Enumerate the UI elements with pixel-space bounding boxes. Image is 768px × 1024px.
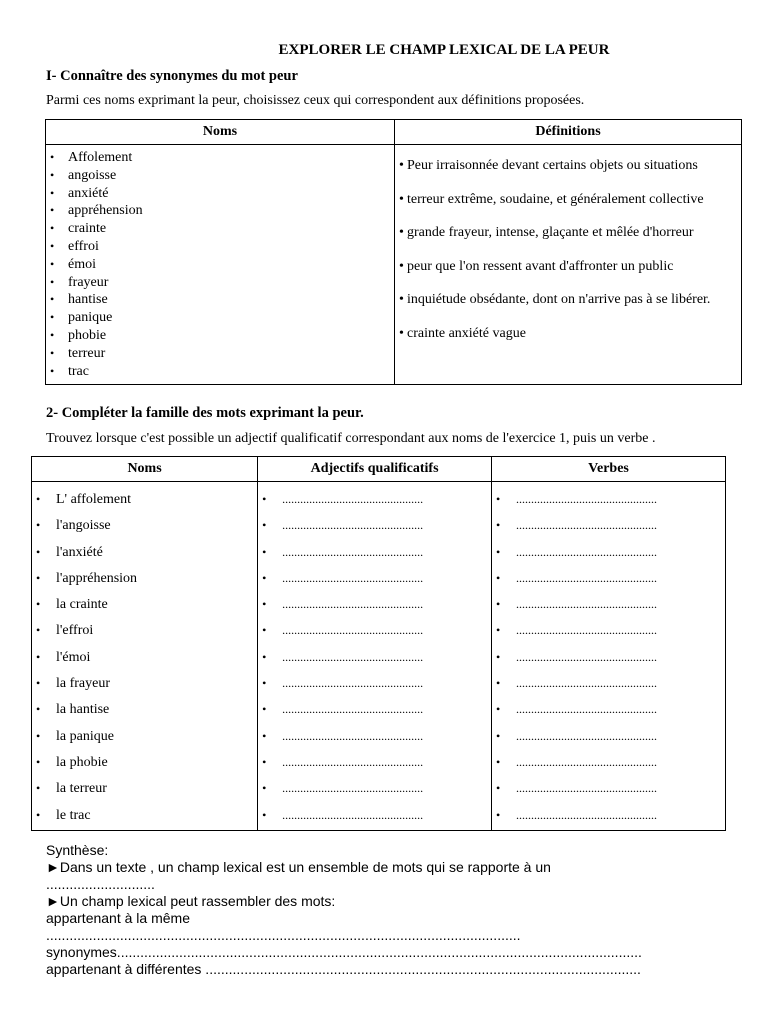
family-nom: la phobie <box>56 754 108 770</box>
family-nom-row <box>32 802 257 828</box>
adjectif-blank-row <box>258 644 491 670</box>
bullet-icon: • <box>50 274 55 289</box>
definition-text: Peur irraisonnée devant certains objets ou situations <box>407 158 698 173</box>
bullet-icon: • <box>262 518 267 533</box>
adjectif-blank-row <box>258 565 491 591</box>
bullet-icon: • <box>262 728 267 743</box>
definition-item <box>399 291 737 308</box>
nom-text: hantise <box>68 292 108 308</box>
family-nom: la frayeur <box>56 676 111 692</box>
bullet-icon: • <box>399 191 404 207</box>
adjectif-blank-row <box>258 775 491 801</box>
adjectif-blank[interactable]: ............................................... <box>282 570 424 585</box>
adjectif-blank[interactable]: ............................................... <box>282 492 424 506</box>
nom-text: terreur <box>68 345 106 361</box>
bullet-icon: • <box>496 492 501 506</box>
nom-text: effroi <box>68 238 99 254</box>
bullet-icon: • <box>496 597 501 612</box>
nom-text: phobie <box>68 327 107 343</box>
bullet-icon: • <box>262 544 267 559</box>
bullet-icon: • <box>496 702 501 717</box>
adjectif-blank[interactable]: ............................................... <box>282 597 424 612</box>
definition-item <box>399 191 737 208</box>
verbe-blank-row <box>492 512 725 538</box>
synthese-blank[interactable]: .......................................................................................................................... <box>46 927 521 943</box>
col-adjectifs-header: Adjectifs qualificatifs <box>258 457 492 482</box>
synthese-line[interactable]: synonymes....................................................................................................................................... <box>46 944 642 960</box>
verbe-blank[interactable]: ............................................... <box>516 728 658 743</box>
bullet-icon: • <box>36 781 41 796</box>
verbe-blank-row <box>492 696 725 722</box>
bullet-icon: • <box>399 225 404 240</box>
nom-text: anxiété <box>68 185 109 201</box>
list-item <box>50 363 394 381</box>
bullet-icon: • <box>496 781 501 796</box>
verbe-blank-row <box>492 565 725 591</box>
definition-text: peur que l'on ressent avant d'affronter un public <box>407 258 674 274</box>
verbe-blank-row <box>492 591 725 617</box>
verbe-blank[interactable]: ............................................... <box>516 492 658 506</box>
family-nom-row <box>32 644 257 670</box>
definition-text: terreur extrême, soudaine, et généralement collective <box>407 191 704 207</box>
family-nom-row <box>32 775 257 801</box>
col-noms-header: Noms <box>46 120 395 145</box>
list-item <box>50 238 394 256</box>
family-nom: la terreur <box>56 781 107 797</box>
family-nom-row <box>32 565 257 591</box>
bullet-icon: • <box>262 597 267 612</box>
section1-heading: I- Connaître des synonymes du mot peur <box>46 68 298 84</box>
bullet-icon: • <box>36 597 41 612</box>
bullet-icon: • <box>36 518 41 533</box>
definition-item <box>399 258 737 275</box>
adjectif-blank[interactable]: ............................................... <box>282 676 424 691</box>
nom-text: crainte <box>68 221 107 237</box>
verbe-blank[interactable]: ............................................... <box>516 649 658 664</box>
bullet-icon: • <box>36 570 41 585</box>
bullet-icon: • <box>496 807 501 822</box>
bullet-icon: • <box>50 238 55 253</box>
bullet-icon: • <box>262 807 267 822</box>
nom-text: émoi <box>68 256 96 272</box>
synthese-line: appartenant à la même <box>46 910 190 926</box>
bullet-icon: • <box>50 327 55 342</box>
nom-text: Affolement <box>68 150 133 165</box>
adjectif-blank[interactable]: ............................................... <box>282 728 424 743</box>
bullet-icon: • <box>50 221 55 236</box>
adjectif-blank[interactable]: ............................................... <box>282 649 424 664</box>
bullet-icon: • <box>36 623 41 638</box>
definition-text: crainte anxiété vague <box>407 325 526 341</box>
nom-text: appréhension <box>68 203 143 219</box>
section2-instruction: Trouvez lorsque c'est possible un adjectif qualificatif correspondant aux noms de l'exercice 1, puis un verbe . <box>46 431 656 446</box>
verbe-blank[interactable]: ............................................... <box>516 518 658 533</box>
family-nom-row <box>32 591 257 617</box>
verbe-blank[interactable]: ............................................... <box>516 754 658 769</box>
bullet-icon: • <box>50 363 55 378</box>
bullet-icon: • <box>262 676 267 691</box>
adjectif-blank-row <box>258 749 491 775</box>
adjectif-blank[interactable]: ............................................... <box>282 702 424 717</box>
verbe-blank[interactable]: ............................................... <box>516 781 658 796</box>
verbe-blank[interactable]: ............................................... <box>516 597 658 612</box>
verbe-blank[interactable]: ............................................... <box>516 702 658 717</box>
list-item <box>50 291 394 309</box>
verbe-blank[interactable]: ............................................... <box>516 807 658 822</box>
verbe-blank[interactable]: ............................................... <box>516 623 658 638</box>
family-noms-cell <box>32 482 258 831</box>
adjectif-blank[interactable]: ............................................... <box>282 807 424 822</box>
list-item <box>50 167 394 185</box>
nom-text: trac <box>68 363 89 379</box>
synthese-blank[interactable]: ............................ <box>46 876 155 892</box>
verbe-blank-row <box>492 670 725 696</box>
definition-text: inquiétude obsédante, dont on n'arrive pas à se libérer. <box>407 292 711 307</box>
bullet-icon: • <box>262 754 267 769</box>
verbes-cell <box>492 482 726 831</box>
bullet-icon: • <box>50 345 55 360</box>
adjectif-blank[interactable]: ............................................... <box>282 754 424 769</box>
bullet-icon: • <box>496 754 501 769</box>
list-item <box>50 327 394 345</box>
adjectif-blank-row <box>258 512 491 538</box>
bullet-icon: • <box>262 623 267 638</box>
bullet-icon: • <box>50 203 55 218</box>
family-nom: l'effroi <box>56 623 94 639</box>
bullet-icon: • <box>496 623 501 638</box>
family-nom: la crainte <box>56 597 108 613</box>
bullet-icon: • <box>496 728 501 743</box>
verbe-blank[interactable]: ............................................... <box>516 676 658 691</box>
noms-list <box>46 149 394 380</box>
nom-text: frayeur <box>68 274 109 290</box>
synthese-label: Synthèse: <box>46 842 109 858</box>
bullet-icon: • <box>262 492 267 506</box>
family-nom-row <box>32 670 257 696</box>
list-item <box>50 274 394 292</box>
bullet-icon: • <box>50 185 55 200</box>
bullet-icon: • <box>496 570 501 585</box>
family-nom: la hantise <box>56 702 110 718</box>
family-nom: l'appréhension <box>56 570 138 586</box>
adjectif-blank-row <box>258 617 491 643</box>
list-item <box>50 256 394 274</box>
bullet-icon: • <box>50 150 55 164</box>
bullet-icon: • <box>262 702 267 717</box>
list-item <box>50 309 394 327</box>
adjectif-blank[interactable]: ............................................... <box>282 544 424 559</box>
definition-item <box>399 157 737 174</box>
adjectif-blank-row <box>258 802 491 828</box>
definitions-cell <box>395 145 742 385</box>
bullet-icon: • <box>399 258 404 274</box>
bullet-icon: • <box>36 702 41 717</box>
family-nom-row <box>32 539 257 565</box>
family-nom: le trac <box>56 807 91 823</box>
verbe-blank[interactable]: ............................................... <box>516 544 658 559</box>
family-nom: L' affolement <box>56 492 131 507</box>
bullet-icon: • <box>399 325 404 341</box>
bullet-icon: • <box>496 649 501 664</box>
verbe-blank[interactable]: ............................................... <box>516 570 658 585</box>
col-noms-header-2: Noms <box>32 457 258 482</box>
synthese-block <box>46 842 736 978</box>
bullet-icon: • <box>399 292 404 307</box>
bullet-icon: • <box>36 728 41 743</box>
bullet-icon: • <box>36 754 41 769</box>
adjectif-blank-row <box>258 696 491 722</box>
family-nom: l'anxiété <box>56 544 103 560</box>
synthese-line[interactable]: appartenant à différentes ................................................................................................................ <box>46 961 641 977</box>
family-nom-row <box>32 617 257 643</box>
section2-heading: 2- Compléter la famille des mots exprimant la peur. <box>46 405 364 421</box>
noms-cell <box>46 145 395 385</box>
list-item <box>50 220 394 238</box>
family-nom: la panique <box>56 728 114 744</box>
family-nom: l'angoisse <box>56 518 111 534</box>
adjectif-blank-row <box>258 670 491 696</box>
family-nom-row <box>32 749 257 775</box>
bullet-icon: • <box>262 649 267 664</box>
synonyms-table <box>45 119 742 385</box>
section1-instruction: Parmi ces noms exprimant la peur, choisissez ceux qui correspondent aux définitions proposées. <box>46 93 585 108</box>
verbe-blank-row <box>492 617 725 643</box>
verbe-blank-row <box>492 539 725 565</box>
col-definitions-header: Définitions <box>395 120 742 145</box>
bullet-icon: • <box>50 292 55 307</box>
bullet-icon: • <box>496 676 501 691</box>
definition-item <box>399 325 737 342</box>
family-nom: l'émoi <box>56 649 91 665</box>
bullet-icon: • <box>262 781 267 796</box>
word-family-table <box>31 456 726 831</box>
adjectif-blank-row <box>258 486 491 512</box>
bullet-icon: • <box>36 676 41 691</box>
verbe-blank-row <box>492 644 725 670</box>
verbe-blank-row <box>492 486 725 512</box>
verbe-blank-row <box>492 723 725 749</box>
bullet-icon: • <box>399 158 404 173</box>
col-verbes-header: Verbes <box>492 457 726 482</box>
nom-text: angoisse <box>68 167 117 183</box>
bullet-icon: • <box>36 649 41 664</box>
bullet-icon: • <box>36 807 41 822</box>
bullet-icon: • <box>262 570 267 585</box>
synthese-line: ►Un champ lexical peut rassembler des mots: <box>46 893 336 909</box>
family-nom-row <box>32 486 257 512</box>
synthese-line: ►Dans un texte , un champ lexical est un ensemble de mots qui se rapporte à un <box>46 859 551 875</box>
bullet-icon: • <box>36 544 41 559</box>
definitions-list <box>399 157 737 342</box>
verbe-blank-row <box>492 749 725 775</box>
adjectif-blank-row <box>258 539 491 565</box>
adjectif-blank[interactable]: ............................................... <box>282 518 424 533</box>
family-nom-row <box>32 696 257 722</box>
adjectif-blank-row <box>258 591 491 617</box>
family-nom-row <box>32 512 257 538</box>
bullet-icon: • <box>50 256 55 271</box>
adjectif-blank[interactable]: ............................................... <box>282 623 424 638</box>
bullet-icon: • <box>496 518 501 533</box>
list-item <box>50 185 394 203</box>
bullet-icon: • <box>36 492 41 506</box>
bullet-icon: • <box>496 544 501 559</box>
page-title: EXPLORER LE CHAMP LEXICAL DE LA PEUR <box>278 42 610 58</box>
adjectif-blank-row <box>258 723 491 749</box>
adjectif-blank[interactable]: ............................................... <box>282 781 424 796</box>
definition-item <box>399 224 737 241</box>
bullet-icon: • <box>50 167 55 182</box>
bullet-icon: • <box>50 310 55 325</box>
list-item <box>50 345 394 363</box>
verbe-blank-row <box>492 802 725 828</box>
family-nom-row <box>32 723 257 749</box>
list-item <box>50 149 394 167</box>
nom-text: panique <box>68 310 113 326</box>
verbe-blank-row <box>492 775 725 801</box>
adjectifs-cell <box>258 482 492 831</box>
list-item <box>50 202 394 220</box>
definition-text: grande frayeur, intense, glaçante et mêlée d'horreur <box>407 225 694 240</box>
